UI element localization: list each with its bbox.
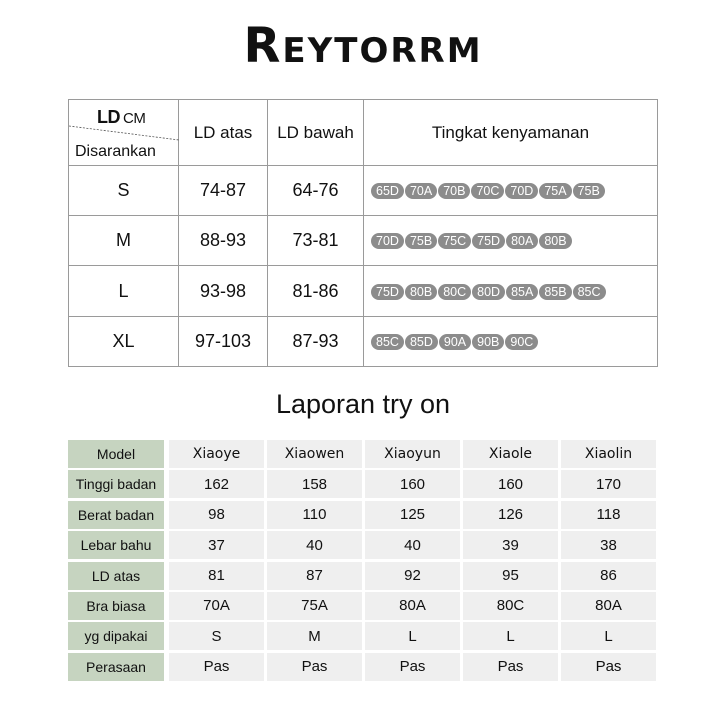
report-row-label: LD atas xyxy=(68,562,164,590)
report-row xyxy=(68,653,657,681)
report-row-label: Perasaan xyxy=(68,653,164,681)
report-value-cell: 162 xyxy=(169,470,264,498)
ld-bawah-value: 73-81 xyxy=(268,216,364,266)
header-ld-atas: LD atas xyxy=(179,100,268,166)
size-label: M xyxy=(69,216,179,266)
report-row xyxy=(68,501,657,529)
report-value-cell: M xyxy=(267,622,362,650)
header-tingkat-kenyamanan: Tingkat kenyamanan xyxy=(364,100,658,166)
report-value-cell: 87 xyxy=(267,562,362,590)
report-value-cell: L xyxy=(561,622,656,650)
report-value-cell: 39 xyxy=(463,531,558,559)
report-row-label: Model xyxy=(68,440,164,468)
size-row xyxy=(69,317,658,367)
cup-size-chip: 75C xyxy=(438,233,471,249)
report-value-cell: 38 xyxy=(561,531,656,559)
report-row xyxy=(68,470,657,498)
cup-chips xyxy=(364,266,658,317)
report-value-cell: 80C xyxy=(463,592,558,620)
report-row-label: Bra biasa xyxy=(68,592,164,620)
report-value-cell: 110 xyxy=(267,501,362,529)
report-row-label: yg dipakai xyxy=(68,622,164,650)
report-row-label: Lebar bahu xyxy=(68,531,164,559)
report-value-cell: 40 xyxy=(267,531,362,559)
report-value-cell: Pas xyxy=(365,653,460,681)
cup-size-chip: 75B xyxy=(405,233,437,249)
report-value-cell: 70A xyxy=(169,592,264,620)
cup-size-chip: 70B xyxy=(438,183,470,199)
model-name-cell: Xiaoye xyxy=(169,440,264,468)
ld-bawah-value: 87-93 xyxy=(268,317,364,367)
report-row xyxy=(68,622,657,650)
report-value-cell: 92 xyxy=(365,562,460,590)
size-label: L xyxy=(69,266,179,317)
cup-size-chip: 85B xyxy=(539,284,571,300)
report-value-cell: Pas xyxy=(267,653,362,681)
cup-size-chip: 75A xyxy=(539,183,571,199)
cup-size-chip: 80B xyxy=(405,284,437,300)
header-ld: LD CM xyxy=(97,107,146,127)
cup-size-chip: 70D xyxy=(371,233,404,249)
cup-chips xyxy=(364,166,658,216)
report-value-cell: Pas xyxy=(169,653,264,681)
model-name-cell: Xiaole xyxy=(463,440,558,468)
diagonal-header-cell xyxy=(69,100,179,166)
report-row xyxy=(68,562,657,590)
cup-size-chip: 75D xyxy=(472,233,505,249)
report-value-cell: 40 xyxy=(365,531,460,559)
cup-size-chip: 80D xyxy=(472,284,505,300)
brand-rest: EYTORRM xyxy=(282,31,483,71)
size-label: XL xyxy=(69,317,179,367)
cup-size-chip: 85C xyxy=(573,284,606,300)
model-name-cell: Xiaoyun xyxy=(365,440,460,468)
report-value-cell: 158 xyxy=(267,470,362,498)
report-value-cell: 80A xyxy=(561,592,656,620)
ld-atas-value: 74-87 xyxy=(179,166,268,216)
report-value-cell: 126 xyxy=(463,501,558,529)
cup-size-chip: 70D xyxy=(505,183,538,199)
report-row xyxy=(68,592,657,620)
cup-size-chip: 70C xyxy=(471,183,504,199)
report-value-cell: 170 xyxy=(561,470,656,498)
brand-logo xyxy=(0,18,726,74)
cup-size-chip: 80A xyxy=(506,233,538,249)
report-value-cell: 95 xyxy=(463,562,558,590)
report-title: Laporan try on xyxy=(275,389,451,419)
cup-size-chip: 85D xyxy=(405,334,438,350)
cup-size-chip: 85A xyxy=(506,284,538,300)
cup-size-chip: 80C xyxy=(438,284,471,300)
report-value-cell: 160 xyxy=(365,470,460,498)
report-row xyxy=(68,440,657,468)
cup-size-chip: 75D xyxy=(371,284,404,300)
report-row-label: Tinggi badan xyxy=(68,470,164,498)
header-ld-bawah: LD bawah xyxy=(268,100,364,166)
size-chart-table xyxy=(68,99,658,367)
report-value-cell: 86 xyxy=(561,562,656,590)
report-value-cell: 81 xyxy=(169,562,264,590)
try-on-report-table xyxy=(68,440,657,683)
cup-size-chip: 65D xyxy=(371,183,404,199)
report-value-cell: 125 xyxy=(365,501,460,529)
size-row xyxy=(69,166,658,216)
report-value-cell: 37 xyxy=(169,531,264,559)
cup-size-chip: 90C xyxy=(505,334,538,350)
report-value-cell: 75A xyxy=(267,592,362,620)
cup-size-chip: 80B xyxy=(539,233,571,249)
report-value-cell: Pas xyxy=(463,653,558,681)
size-row xyxy=(69,266,658,317)
size-row xyxy=(69,216,658,266)
cup-size-chip: 75B xyxy=(573,183,605,199)
report-value-cell: Pas xyxy=(561,653,656,681)
cup-size-chip: 85C xyxy=(371,334,404,350)
size-chart-header xyxy=(69,100,658,166)
report-value-cell: 98 xyxy=(169,501,264,529)
ld-atas-value: 93-98 xyxy=(179,266,268,317)
ld-bawah-value: 64-76 xyxy=(268,166,364,216)
ld-bawah-value: 81-86 xyxy=(268,266,364,317)
size-label: S xyxy=(69,166,179,216)
model-name-cell: Xiaowen xyxy=(267,440,362,468)
report-row-label: Berat badan xyxy=(68,501,164,529)
ld-atas-value: 88-93 xyxy=(179,216,268,266)
cup-size-chip: 90A xyxy=(439,334,471,350)
cup-size-chip: 90B xyxy=(472,334,504,350)
report-value-cell: 160 xyxy=(463,470,558,498)
report-row xyxy=(68,531,657,559)
report-value-cell: S xyxy=(169,622,264,650)
ld-atas-value: 97-103 xyxy=(179,317,268,367)
brand-initial: R xyxy=(243,18,283,74)
report-value-cell: L xyxy=(365,622,460,650)
cup-chips xyxy=(364,317,658,367)
cup-size-chip: 70A xyxy=(405,183,437,199)
model-name-cell: Xiaolin xyxy=(561,440,656,468)
report-value-cell: 118 xyxy=(561,501,656,529)
report-value-cell: 80A xyxy=(365,592,460,620)
header-disarankan: Disarankan xyxy=(75,143,156,160)
cup-chips xyxy=(364,216,658,266)
report-value-cell: L xyxy=(463,622,558,650)
